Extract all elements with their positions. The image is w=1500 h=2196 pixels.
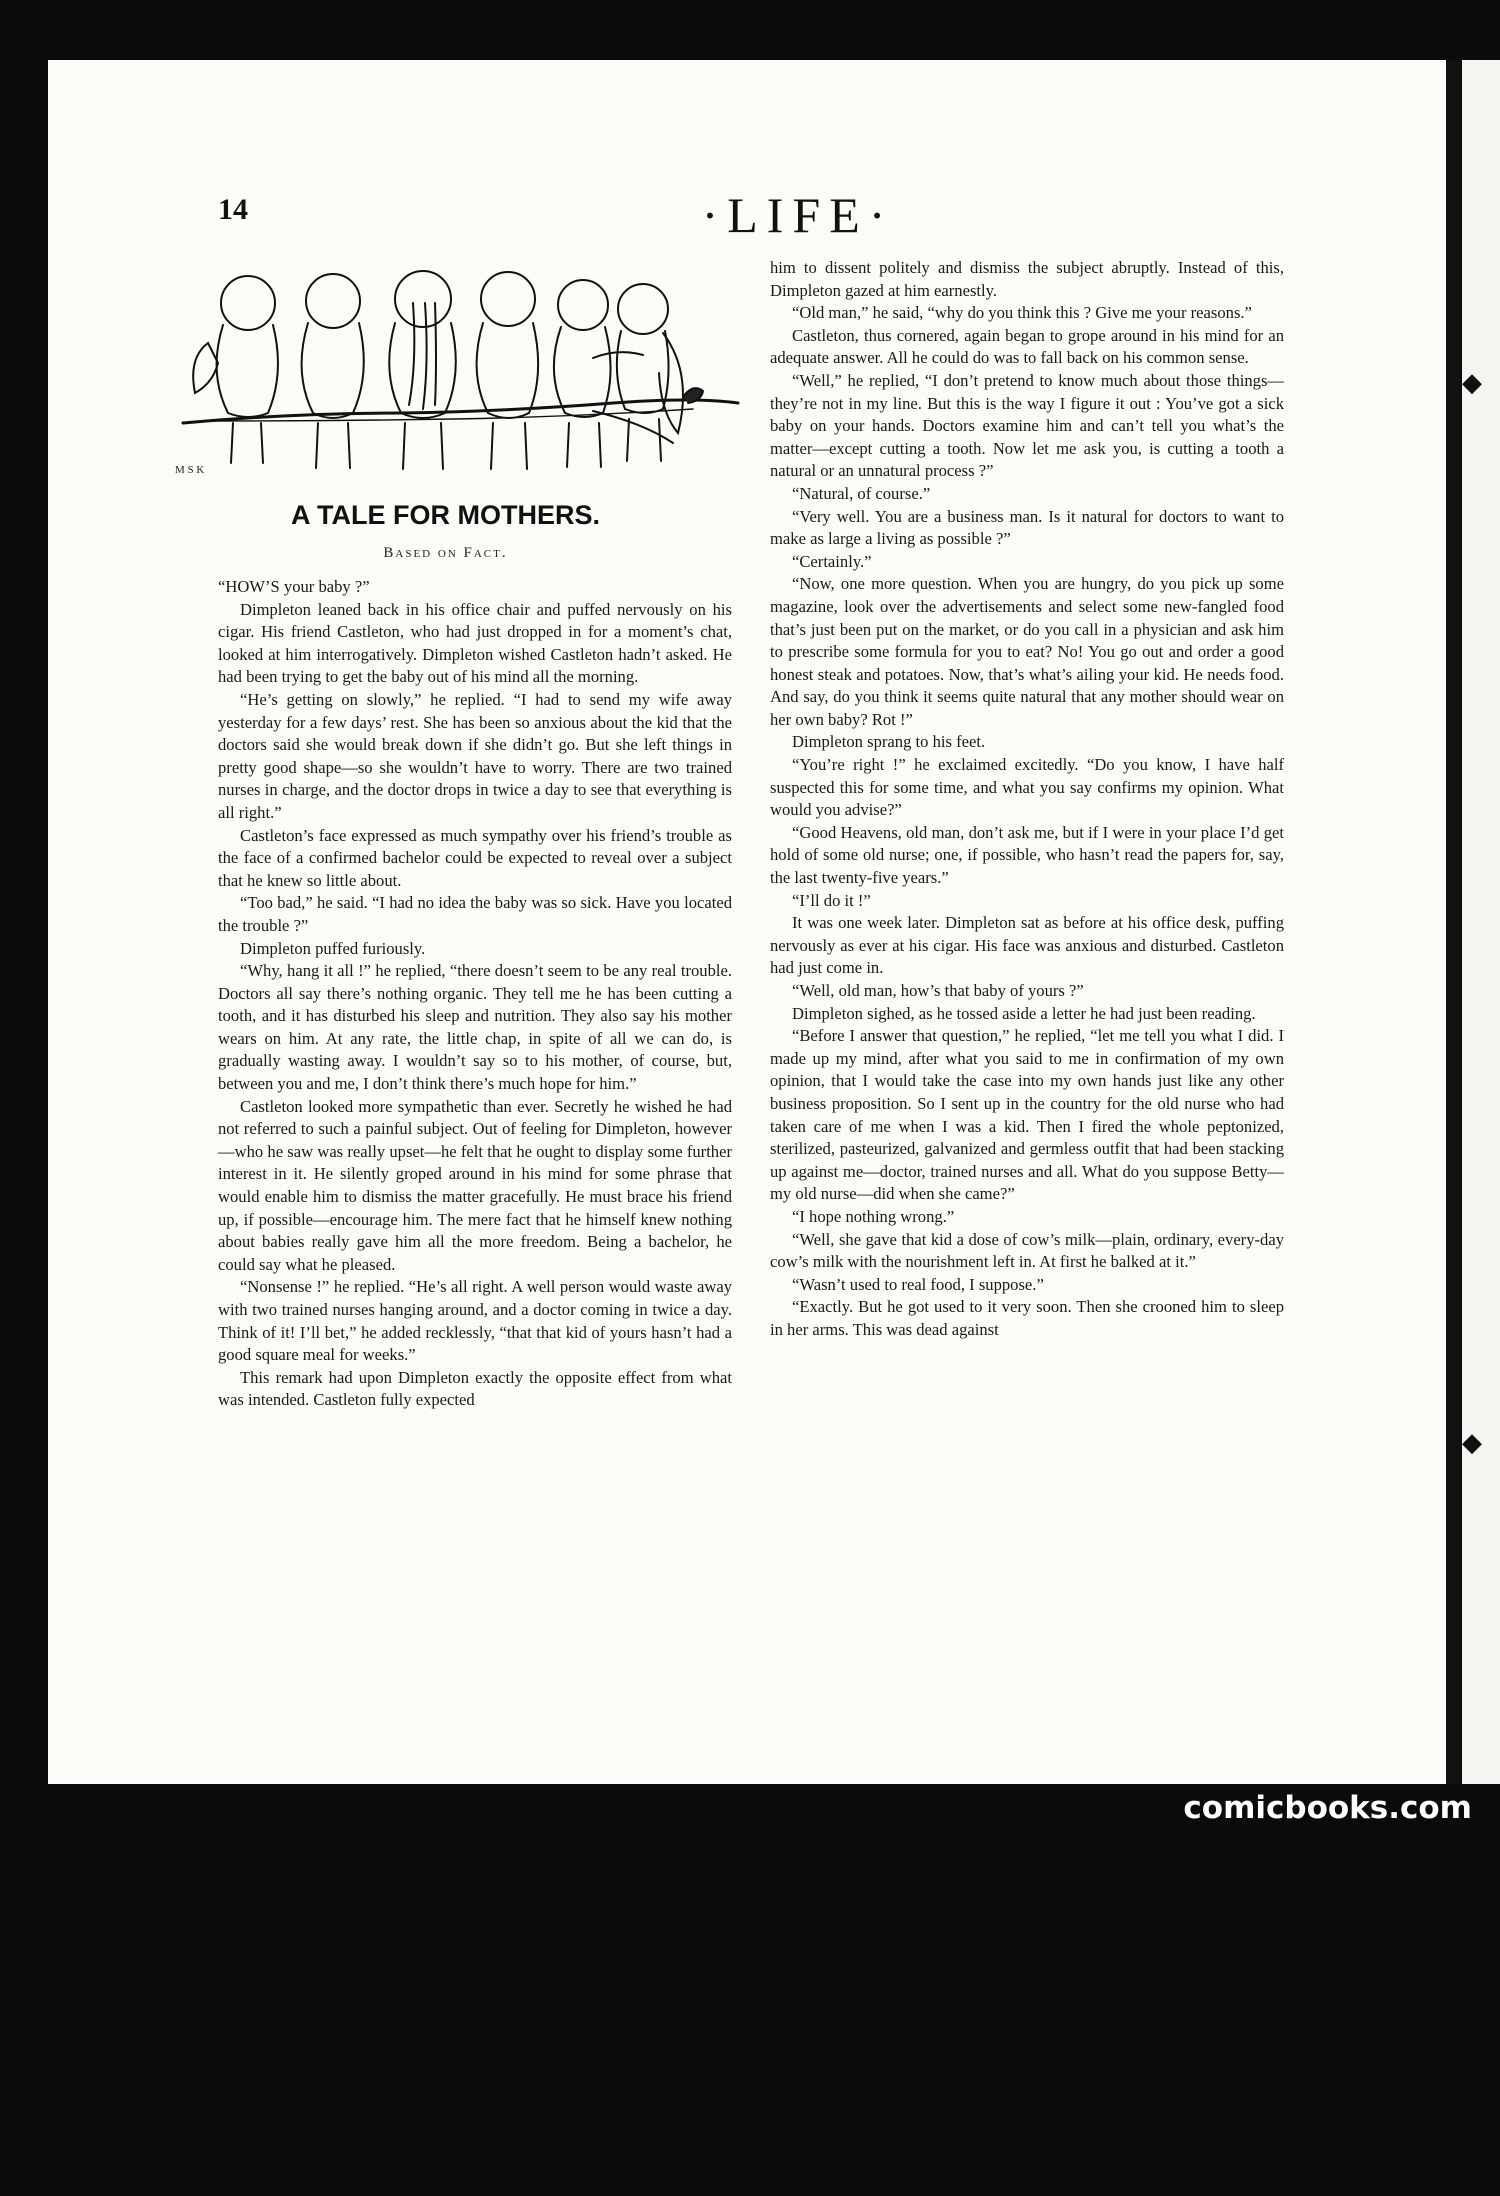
- paragraph: “You’re right !” he exclaimed excitedly. “Do you know, I have half suspected this for some time, and what you say confirms my opinion. What would you advise?”: [770, 755, 1284, 820]
- paragraph: “Why, hang it all !” he replied, “there doesn’t seem to be any real trouble. Doctors all say there’s nothing organic. They tell me he has been cutting a tooth, and it has disturbed his sleep and nutrition. They also say his mother wears on him. At any rate, the little chap, in spite of all we can do, is gradually wasting away. I wouldn’t say so to his mother, of course, but, between you and me, I don’t think there’s much hope for him.”: [218, 961, 732, 1094]
- paragraph: “Old man,” he said, “why do you think this ? Give me your reasons.”: [792, 303, 1252, 323]
- paragraph: “Before I answer that question,” he replied, “let me tell you what I did. I made up my mind, after what you said to me in confirmation of my own opinion, that I would take the case into my own hands just like any other business proposition. So I sent up in the country for the old nurse who had taken care of me when I was a kid. Then I fired the whole peptonized, sterilized, pasteurized, galvanized and germless outfit that had been stacking up against me—doctor, trained nurses and all. What do you suppose Betty—my old nurse—did when she came?”: [770, 1026, 1284, 1204]
- story-title: A TALE FOR MOTHERS.: [291, 500, 600, 530]
- paragraph: “Exactly. But he got used to it very soon. Then she crooned him to sleep in her arms. This was dead against: [770, 1297, 1284, 1339]
- paragraph: “Good Heavens, old man, don’t ask me, but if I were in your place I’d get hold of some old nurse; one, if possible, who hasn’t read the papers for, say, the last twenty-five years.”: [770, 822, 1284, 888]
- paragraph: Dimpleton puffed furiously.: [240, 938, 426, 958]
- story-left-column: [218, 576, 732, 2196]
- masthead-life: ·LIFE·: [701, 187, 895, 243]
- next-page-edge: [1462, 60, 1500, 1784]
- story-right-column: [770, 257, 1284, 1877]
- paragraph: “He’s getting on slowly,” he replied. “I had to send my wife away yesterday for a few days’ rest. She has been so anxious about the kid that the doctors said she would break down if she didn’t go. But she left things in pretty good shape—so she wouldn’t have to worry. There are two trained nurses in charge, and the doctor drops in twice a day to see that everything is all right.”: [218, 689, 732, 822]
- paragraph: Dimpleton leaned back in his office chair and puffed nervously on his cigar. His friend Castleton, who had just dropped in for a moment’s chat, looked at him interrogatively. Dimpleton wished Castleton hadn’t asked. He had been trying to get the baby out of his mind all the morning.: [218, 599, 732, 687]
- paragraph: Dimpleton sprang to his feet.: [792, 732, 986, 752]
- paragraph: “Nonsense !” he replied. “He’s all right. A well person would waste away with two trained nurses hanging around, and a doctor coming in twice a day. Think of it! I’ll bet,” he added recklessly, “that that kid of yours hasn’t had a good square meal for weeks.”: [218, 1277, 732, 1365]
- page-number: 14: [218, 193, 248, 226]
- paragraph: “I’ll do it !”: [792, 890, 871, 910]
- illustration-signature: M S K: [175, 464, 205, 476]
- paragraph: “Too bad,” he said. “I had no idea the baby was so sick. Have you located the trouble ?”: [218, 893, 732, 935]
- paragraph: “Well,” he replied, “I don’t pretend to know much about those things—they’re not in my line. But this is the way I figure it out : You’ve got a sick baby on your hands. Doctors examine him and can’t tell you what’s the matter—except cutting a tooth. Now let me ask you, is cutting a tooth a natural or an unnatural process ?”: [770, 370, 1284, 481]
- paragraph: Castleton’s face expressed as much sympathy over his friend’s trouble as the face of a confirmed bachelor could be expected to reveal over a subject that he knew so little about.: [218, 825, 732, 890]
- paragraph: “Certainly.”: [792, 551, 872, 571]
- paragraph: “Very well. You are a business man. Is it natural for doctors to want to make as large a living as possible ?”: [770, 506, 1284, 549]
- babies-on-branch-illustration: [173, 263, 741, 493]
- paragraph: This remark had upon Dimpleton exactly the opposite effect from what was intended. Castleton fully expected: [218, 1367, 732, 1410]
- paragraph: “Natural, of course.”: [792, 483, 931, 503]
- edge-mark-icon: ◆: [1462, 1428, 1482, 1457]
- paragraph: Dimpleton sighed, as he tossed aside a letter he had just been reading.: [792, 1003, 1256, 1023]
- site-watermark: comicbooks.com: [1183, 1790, 1472, 1826]
- story-subtitle: Based on Fact.: [383, 545, 508, 561]
- paragraph: him to dissent politely and dismiss the subject abruptly. Instead of this, Dimpleton gazed at him earnestly.: [770, 258, 1284, 300]
- paragraph: “Well, she gave that kid a dose of cow’s milk—plain, ordinary, every-day cow’s milk with the nourishment left in. At first he balked at it.”: [770, 1229, 1284, 1272]
- paragraph: “HOW’S your baby ?”: [218, 577, 370, 596]
- paragraph: Castleton looked more sympathetic than ever. Secretly he wished he had not referred to such a painful subject. Out of feeling for Dimpleton, however—who he saw was really upset—he felt that he ought to display some further interest in it. He silently groped around in his mind for some phrase that would enable him to dismiss the matter gracefully. He must brace his friend up, if possible—encourage him. The mere fact that he himself knew nothing about babies really gave him all the more freedom. Being a bachelor, he could say what he pleased.: [218, 1096, 732, 1274]
- paragraph: Castleton, thus cornered, again began to grope around in his mind for an adequate answer. All he could do was to fall back on his common sense.: [770, 325, 1284, 368]
- paragraph: “I hope nothing wrong.”: [792, 1206, 955, 1226]
- paragraph: “Well, old man, how’s that baby of yours ?”: [792, 981, 1084, 1000]
- paragraph: It was one week later. Dimpleton sat as before at his office desk, puffing nervously as ever at his cigar. His face was anxious and disturbed. Castleton had just come in.: [770, 913, 1284, 978]
- edge-mark-icon: ◆: [1462, 368, 1482, 397]
- paragraph: “Wasn’t used to real food, I suppose.”: [792, 1274, 1044, 1294]
- paragraph: “Now, one more question. When you are hungry, do you pick up some magazine, look over the advertisements and select some new-fangled food that’s just been put on the market, or do you call in a physician and ask him to prescribe some formula for you to eat? No! You go out and order a good honest steak and potatoes. Now, that’s what’s ailing your kid. He needs food. And say, do you think it seems quite natural that any mother should wear on her own baby? Rot !”: [770, 574, 1284, 729]
